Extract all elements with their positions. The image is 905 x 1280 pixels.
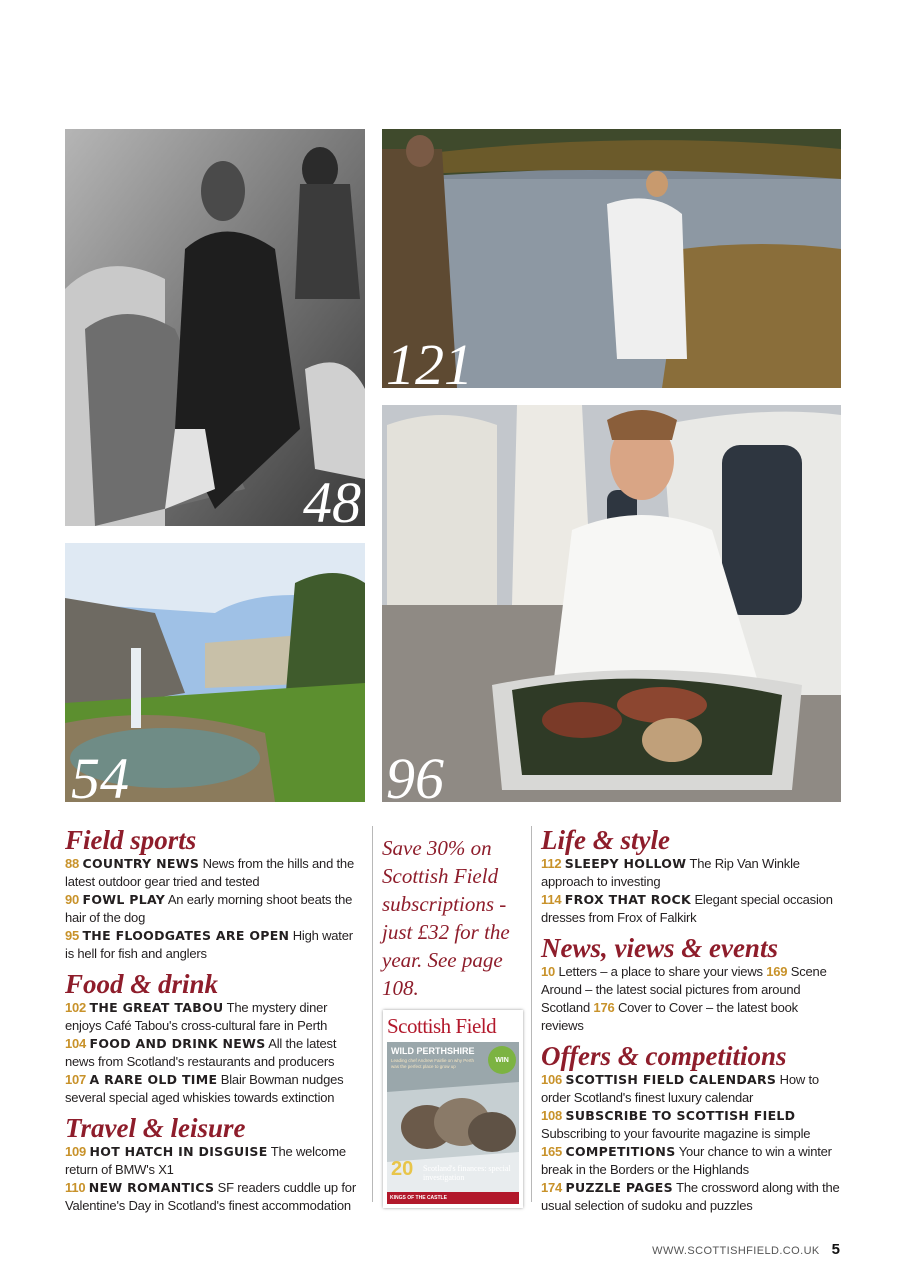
entry-heading: FROX THAT ROCK [564, 892, 692, 907]
entry-text: The welcome return of BMW's X1 [65, 1144, 346, 1177]
entry-text: The Rip Van Winkle approach to investing [541, 856, 800, 889]
entry-heading: THE FLOODGATES ARE OPEN [82, 928, 290, 943]
photo-page-number: 48 [303, 470, 361, 526]
page-ref: 107 [65, 1072, 87, 1087]
contents-entry[interactable] [541, 855, 841, 891]
page-ref: 169 [766, 964, 788, 979]
entry-heading: NEW ROMANTICS [88, 1180, 215, 1195]
column-divider [531, 826, 532, 1202]
page-ref: 10 [541, 964, 556, 979]
entry-text: SF readers cuddle up for Valentine's Day in Scotland's finest accommodation [65, 1180, 356, 1213]
page-ref: 104 [65, 1036, 87, 1051]
contents-entry[interactable] [65, 1071, 363, 1107]
entry-heading: PUZZLE PAGES [565, 1180, 673, 1195]
entry-text: All the latest news from Scotland's restaurants and producers [65, 1036, 337, 1069]
photo-man-with-dogs [65, 129, 365, 526]
page-ref: 102 [65, 1000, 87, 1015]
contents-entry[interactable] [65, 855, 363, 891]
entry-heading: A RARE OLD TIME [89, 1072, 218, 1087]
contents-entry[interactable] [65, 1143, 363, 1179]
entry-heading: COMPETITIONS [565, 1144, 676, 1159]
cover-win-badge: WIN [488, 1046, 516, 1074]
contents-entry[interactable] [65, 999, 363, 1035]
page-footer [652, 1241, 840, 1258]
subscription-promo: Save 30% on Scottish Field subscriptions - just £32 for the year. See page 108. [382, 836, 510, 1000]
contents-entry[interactable] [541, 1179, 841, 1215]
entry-text: The crossword along with the usual selection of sudoku and puzzles [541, 1180, 840, 1213]
cover-strap: KINGS OF THE CASTLE [387, 1192, 519, 1204]
left-column [65, 825, 363, 1215]
entry-heading: SLEEPY HOLLOW [564, 856, 687, 871]
section-title-offers: Offers & competitions [541, 1041, 787, 1071]
page-ref: 108 [541, 1108, 563, 1123]
entry-heading: COUNTRY NEWS [82, 856, 200, 871]
column-divider [372, 826, 373, 1202]
contents-entry[interactable] [65, 927, 363, 963]
page-ref: 106 [541, 1072, 563, 1087]
entry-heading: SUBSCRIBE TO SCOTTISH FIELD [565, 1108, 796, 1123]
page-number: 5 [831, 1241, 840, 1258]
footer-url[interactable]: WWW.SCOTTISHFIELD.CO.UK [652, 1245, 820, 1257]
photo-garden-fountain [65, 543, 365, 802]
cover-big-number: 20 [391, 1158, 414, 1180]
photo-couple-at-loch [382, 129, 841, 388]
entry-text: The mystery diner enjoys Café Tabou's cross-cultural fare in Perth [65, 1000, 328, 1033]
entry-text: Letters – a place to share your views [558, 964, 763, 979]
entry-heading: FOOD AND DRINK NEWS [89, 1036, 266, 1051]
news-views-entry [541, 963, 841, 1035]
cover-headline: WILD PERTHSHIRE [391, 1046, 475, 1056]
contents-entry[interactable] [541, 891, 841, 927]
page-ref: 110 [65, 1180, 86, 1195]
entry-text: Subscribing to your favourite magazine is simple [541, 1126, 811, 1141]
page-ref: 114 [541, 892, 562, 907]
entry-heading: SCOTTISH FIELD CALENDARS [565, 1072, 777, 1087]
contents-entry[interactable] [541, 1071, 841, 1107]
page-ref: 109 [65, 1144, 87, 1159]
photo-page-number: 96 [386, 746, 444, 802]
photo-page-number: 54 [71, 746, 129, 802]
entry-text: An early morning shoot beats the hair of the dog [65, 892, 353, 925]
contents-entry[interactable] [541, 1143, 841, 1179]
contents-entry[interactable] [65, 1035, 363, 1071]
entry-text: Your chance to win a winter break in the Borders or the Highlands [541, 1144, 832, 1177]
entry-heading: HOT HATCH IN DISGUISE [89, 1144, 268, 1159]
entry-text: High water is hell for fish and anglers [65, 928, 353, 961]
contents-entry[interactable] [541, 1107, 841, 1143]
photo-page-number: 121 [386, 332, 473, 388]
entry-heading: FOWL PLAY [82, 892, 166, 907]
entry-text: News from the hills and the latest outdoor gear tried and tested [65, 856, 354, 889]
section-title-life-style: Life & style [541, 825, 670, 855]
entry-text: Blair Bowman nudges several special aged whiskies towards extinction [65, 1072, 344, 1105]
page-ref: 176 [593, 1000, 615, 1015]
entry-text: Scene Around – the latest social pictures from around Scotland [541, 964, 827, 1015]
page-ref: 174 [541, 1180, 563, 1195]
cover-masthead: Scottish Field [387, 1014, 497, 1038]
contents-entry[interactable] [65, 1179, 363, 1215]
page-ref: 90 [65, 892, 80, 907]
magazine-cover[interactable] [383, 1010, 523, 1208]
section-title-news-views: News, views & events [541, 933, 778, 963]
page-ref: 88 [65, 856, 80, 871]
cover-finance-line: Scotland's finances: special investigation [423, 1164, 511, 1182]
entry-text: Elegant special occasion dresses from Frox of Falkirk [541, 892, 833, 925]
section-title-field-sports: Field sports [65, 825, 197, 855]
page-ref: 95 [65, 928, 80, 943]
section-title-travel-leisure: Travel & leisure [65, 1113, 246, 1143]
page-ref: 165 [541, 1144, 563, 1159]
section-title-food-drink: Food & drink [65, 969, 219, 999]
contents-entry[interactable] [65, 891, 363, 927]
entry-text: How to order Scotland's finest luxury calendar [541, 1072, 819, 1105]
page-ref: 112 [541, 856, 562, 871]
entry-text: Cover to Cover – the latest book reviews [541, 1000, 798, 1033]
cover-subline: Leading chef Andrew Fairlie on why Perth was the perfect place to grow up [391, 1058, 475, 1069]
entry-heading: THE GREAT TABOU [89, 1000, 224, 1015]
photo-chef-on-ship [382, 405, 841, 802]
right-column [541, 825, 841, 1215]
